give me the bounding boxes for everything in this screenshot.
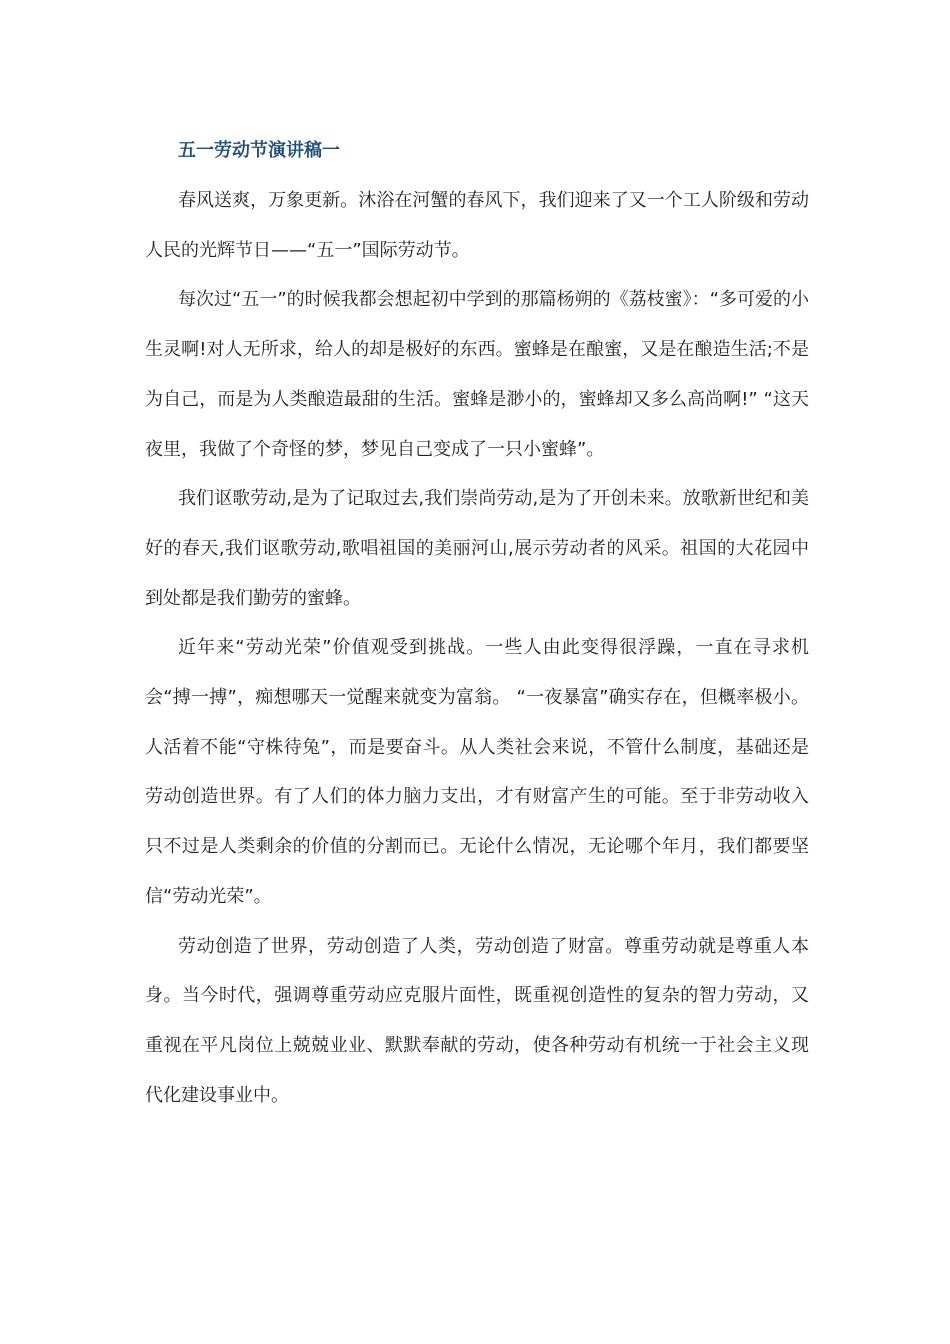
paragraph-4: 近年来“劳动光荣”价值观受到挑战。一些人由此变得很浮躁，一直在寻求机会“搏一搏”，痴想哪天一觉醒来就变为富翁。 “一夜暴富”确实存在，但概率极小。人活着不能“守株待兔”，而是要奋斗。从人类社会来说，不管什么制度，基础还是劳动创造世界。有了人们的体力脑力支出，才有财富产生的可能。至于非劳动收入只不过是人类剩余的价值的分割而已。无论什么情况，无论哪个年月，我们都要坚信“劳动光荣”。 [145, 637, 809, 907]
document-body [145, 126, 809, 1120]
document-title: 五一劳动节演讲稿一 [178, 140, 340, 161]
paragraph-3: 我们讴歌劳动,是为了记取过去,我们崇尚劳动,是为了开创未来。放歌新世纪和美好的春天,我们讴歌劳动,歌唱祖国的美丽河山,展示劳动者的风采。祖国的大花园中到处都是我们勤劳的蜜蜂。 [145, 488, 809, 609]
paragraph-2: 每次过“五一”的时候我都会想起初中学到的那篇杨朔的《荔枝蜜》：“多可爱的小生灵啊!对人无所求，给人的却是极好的东西。蜜蜂是在酿蜜，又是在酿造生活;不是为自己，而是为人类酿造最甜的生活。蜜蜂是渺小的，蜜蜂却又多么高尚啊!” “这天夜里，我做了个奇怪的梦，梦见自己变成了一只小蜜蜂”。 [145, 289, 809, 460]
paragraph-1: 春风送爽，万象更新。沐浴在河蟹的春风下，我们迎来了又一个工人阶级和劳动人民的光辉节日——“五一”国际劳动节。 [145, 190, 809, 261]
paragraph-5: 劳动创造了世界，劳动创造了人类，劳动创造了财富。尊重劳动就是尊重人本身。当今时代，强调尊重劳动应克服片面性，既重视创造性的复杂的智力劳动，又重视在平凡岗位上兢兢业业、默默奉献的劳动，使各种劳动有机统一于社会主义现代化建设事业中。 [145, 935, 809, 1106]
